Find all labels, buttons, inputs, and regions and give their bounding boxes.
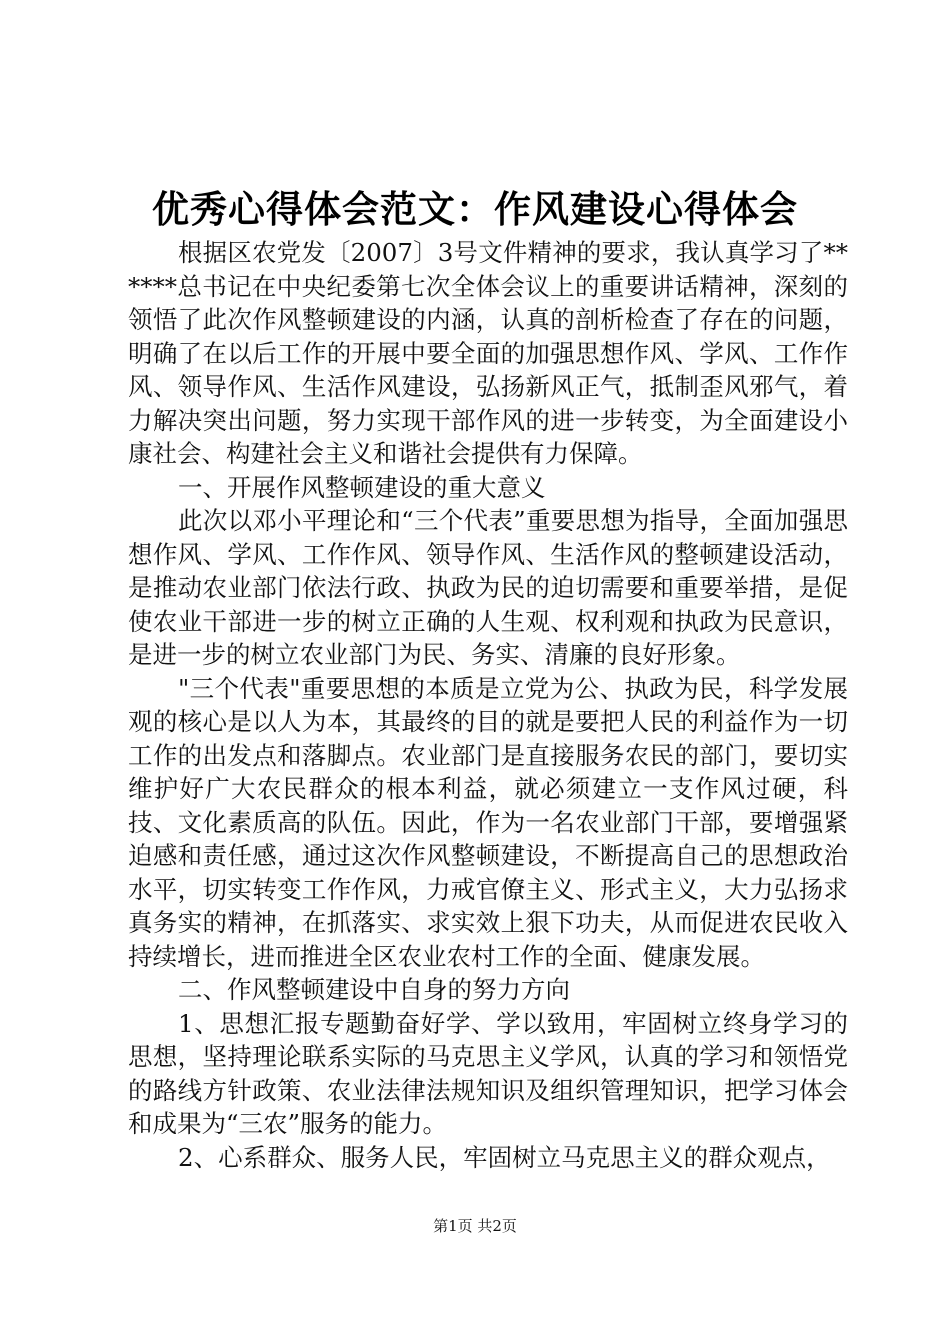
paragraph-item-2: 2、心系群众、服务人民，牢固树立马克思主义的群众观点， xyxy=(178,1142,831,1172)
section-heading-2: 二、作风整顿建设中自身的努力方向 xyxy=(178,975,570,1004)
document-body xyxy=(128,236,848,1174)
page-footer: 第1页 共2页 xyxy=(433,1217,517,1235)
paragraph-intro: 根据区农党发〔2007〕3号文件精神的要求，我认真学习了******总书记在中央纪委第七次全体会议上的重要讲话精神，深刻的领悟了此次作风整顿建设的内涵，认真的剖析检查了存在的问题，明确了在以后工作的开展中要全面的加强思想作风、学风、工作作风、领导作风、生活作风建设，弘扬新风正气，抵制歪风邪气，着力解决突出问题，努力实现干部作风的进一步转变，为全面建设小康社会、构建社会主义和谐社会提供有力保障。 xyxy=(128,238,848,468)
paragraph-significance: 此次以邓小平理论和“三个代表”重要思想为指导，全面加强思想作风、学风、工作作风、领导作风、生活作风的整顿建设活动，是推动农业部门依法行政、执政为民的迫切需要和重要举措，是促使农业干部进一步的树立正确的人生观、权利观和执政为民意识，是进一步的树立农业部门为民、务实、清廉的良好形象。 xyxy=(128,506,848,669)
document-title: 优秀心得体会范文：作风建设心得体会 xyxy=(152,187,798,231)
paragraph-item-1: 1、思想汇报专题勤奋好学、学以致用，牢固树立终身学习的思想，坚持理论联系实际的马克思主义学风，认真的学习和领悟党的路线方针政策、农业法律法规知识及组织管理知识，把学习体会和成果为“三农”服务的能力。 xyxy=(128,1008,848,1138)
section-heading-1: 一、开展作风整顿建设的重大意义 xyxy=(178,472,546,502)
paragraph-three-represents: "三个代表"重要思想的本质是立党为公、执政为民，科学发展观的核心是以人为本，其最终的目的就是要把人民的利益作为一切工作的出发点和落脚点。农业部门是直接服务农民的部门，要切实维护好广大农民群众的根本利益，就必须建立一支作风过硬，科技、文化素质高的队伍。因此，作为一名农业部门干部，要增强紧迫感和责任感，通过这次作风整顿建设，不断提高自己的思想政治水平，切实转变工作作风，力戒官僚主义、形式主义，大力弘扬求真务实的精神，在抓落实、求实效上狠下功夫，从而促进农民收入持续增长，进而推进全区农业农村工作的全面、健康发展。 xyxy=(128,673,848,971)
